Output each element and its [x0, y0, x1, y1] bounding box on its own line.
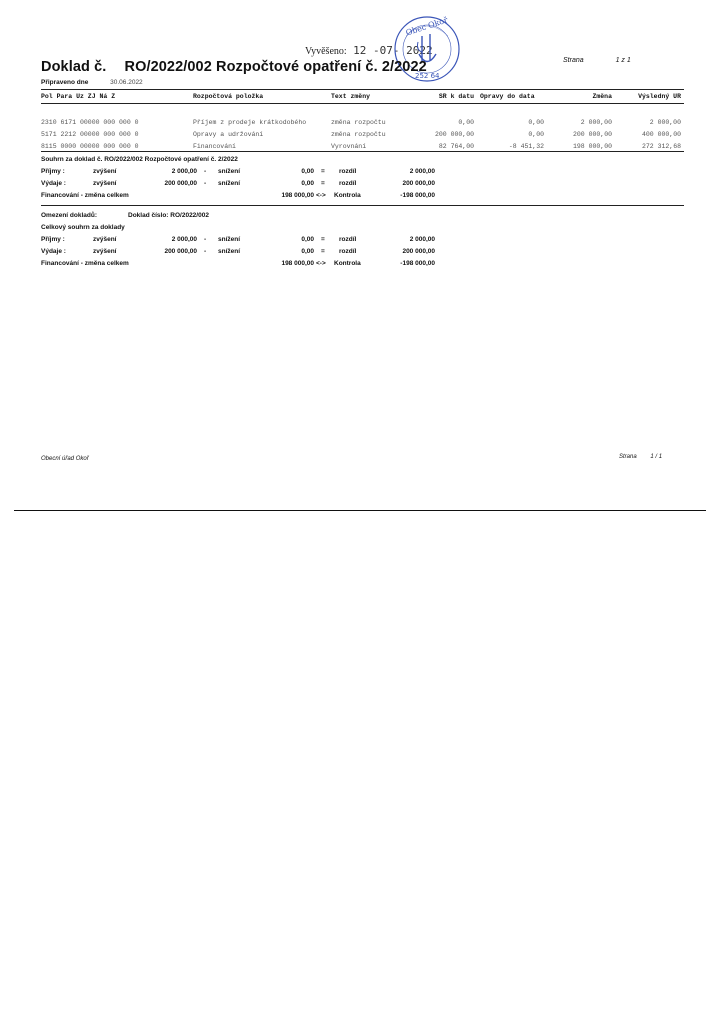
row-text: Vyrovnání: [331, 143, 367, 150]
footer-page-label: Strana: [619, 454, 637, 460]
prepared-date: [41, 79, 143, 86]
row-zmena: 200 000,00: [572, 131, 612, 138]
equals-sign: =: [321, 180, 325, 187]
increase-value: 2 000,00: [171, 236, 197, 243]
row-codes: 8115 0000 00000 000 000 0: [41, 143, 139, 150]
row-item: Opravy a udržování: [193, 131, 264, 138]
row-sr: 82 764,00: [438, 143, 474, 150]
prepared-label: Připraveno dne: [41, 79, 89, 86]
check-label: Kontrola: [334, 260, 361, 267]
row-vysledny: 2 000,00: [649, 119, 681, 126]
increase-value: 2 000,00: [171, 168, 197, 175]
row-zmena: 2 000,00: [580, 119, 612, 126]
page-top-label: Strana: [563, 57, 584, 64]
increase-value: 200 000,00: [164, 248, 197, 255]
row-opravy: 0,00: [528, 131, 544, 138]
row-sr: 200 000,00: [434, 131, 474, 138]
row-item: Příjem z prodeje krátkodobého: [193, 119, 307, 126]
col-header-sr: SR k datu: [438, 93, 474, 100]
page-indicator-top: [563, 57, 631, 64]
title-text: RO/2022/002 Rozpočtové opatření č. 2/2022: [124, 59, 427, 75]
footer-office: Obecní úřad Okoř: [41, 456, 89, 462]
decrease-label: snížení: [218, 236, 241, 243]
row-vysledny: 272 312,68: [641, 143, 681, 150]
increase-label: zvýšení: [93, 236, 117, 243]
decrease-label: snížení: [218, 180, 241, 187]
divider-table-end: [41, 151, 684, 152]
check-value: -198 000,00: [400, 192, 435, 199]
col-header-zmena: Změna: [592, 93, 612, 100]
difference-label: rozdíl: [339, 180, 357, 187]
minus-sign: -: [204, 236, 207, 243]
col-header-text: Text změny: [331, 93, 371, 100]
decrease-label: snížení: [218, 248, 241, 255]
decrease-value: 0,00: [301, 236, 314, 243]
row-opravy: -8 451,32: [508, 143, 544, 150]
title-prefix: Doklad č.: [41, 59, 107, 75]
difference-label: rozdíl: [339, 168, 357, 175]
financing-value: 198 000,00: [281, 192, 314, 199]
page-top-value: 1 z 1: [615, 57, 631, 64]
row-sr: 0,00: [458, 119, 474, 126]
posted-label-text: Vyvěšeno:: [305, 46, 347, 57]
row-text: změna rozpočtu: [331, 131, 386, 138]
total-summary-title: Celkový souhrn za doklady: [41, 224, 125, 231]
limit-doc-label: Doklad číslo:: [128, 212, 169, 219]
increase-value: 200 000,00: [164, 180, 197, 187]
summary-label: Výdaje :: [41, 180, 66, 187]
svg-text:252 64: 252 64: [415, 72, 440, 80]
col-header-opravy: Opravy do data: [480, 93, 535, 100]
equals-sign: =: [321, 248, 325, 255]
minus-sign: -: [204, 248, 207, 255]
summary-label: Příjmy :: [41, 168, 65, 175]
check-label: Kontrola: [334, 192, 361, 199]
financing-value: 198 000,00: [281, 260, 314, 267]
decrease-value: 0,00: [301, 168, 314, 175]
summary-label: Příjmy :: [41, 236, 65, 243]
equals-sign: =: [321, 236, 325, 243]
divider-top: [41, 89, 684, 90]
minus-sign: -: [204, 180, 207, 187]
divider-summary: [41, 205, 684, 206]
row-item: Financování: [193, 143, 236, 150]
footer-page-value: 1 / 1: [650, 454, 663, 460]
row-zmena: 198 000,00: [572, 143, 612, 150]
increase-label: zvýšení: [93, 180, 117, 187]
financing-label: Financování - změna celkem: [41, 260, 129, 267]
equals-sign: =: [321, 168, 325, 175]
divider-header: [41, 103, 684, 104]
difference-value: 2 000,00: [409, 168, 435, 175]
row-vysledny: 400 000,00: [641, 131, 681, 138]
difference-value: 200 000,00: [402, 180, 435, 187]
arrow-symbol: <->: [316, 260, 326, 267]
decrease-value: 0,00: [301, 180, 314, 187]
row-codes: 2310 6171 00000 000 000 0: [41, 119, 139, 126]
summary-label: Výdaje :: [41, 248, 66, 255]
financing-label: Financování - změna celkem: [41, 192, 129, 199]
decrease-value: 0,00: [301, 248, 314, 255]
col-header-codes: Pol Para Uz ZJ Ná Z: [41, 93, 116, 100]
page-bottom-rule: [14, 510, 706, 511]
posted-date: 12 -07- 2022: [353, 44, 433, 57]
col-header-vysledny: Výsledný UR: [638, 93, 681, 100]
difference-label: rozdíl: [339, 248, 357, 255]
summary-title: Souhrn za doklad č. RO/2022/002 Rozpočtové opatření č. 2/2022: [41, 156, 238, 163]
minus-sign: -: [204, 168, 207, 175]
prepared-value: 30.06.2022: [110, 79, 143, 86]
row-text: změna rozpočtu: [331, 119, 386, 126]
limit-label: Omezení dokladů:: [41, 212, 97, 219]
arrow-symbol: <->: [316, 192, 326, 199]
svg-text:Obec Okoř: Obec Okoř: [404, 15, 449, 38]
difference-label: rozdíl: [339, 236, 357, 243]
row-opravy: 0,00: [528, 119, 544, 126]
difference-value: 2 000,00: [409, 236, 435, 243]
increase-label: zvýšení: [93, 248, 117, 255]
increase-label: zvýšení: [93, 168, 117, 175]
limit-doc: [128, 212, 209, 219]
decrease-label: snížení: [218, 168, 241, 175]
col-header-item: Rozpočtová položka: [193, 93, 264, 100]
check-value: -198 000,00: [400, 260, 435, 267]
row-codes: 5171 2212 00000 000 000 0: [41, 131, 139, 138]
footer-page: [619, 454, 662, 460]
document-title: [41, 59, 427, 75]
limit-doc-value: RO/2022/002: [170, 212, 209, 219]
difference-value: 200 000,00: [402, 248, 435, 255]
